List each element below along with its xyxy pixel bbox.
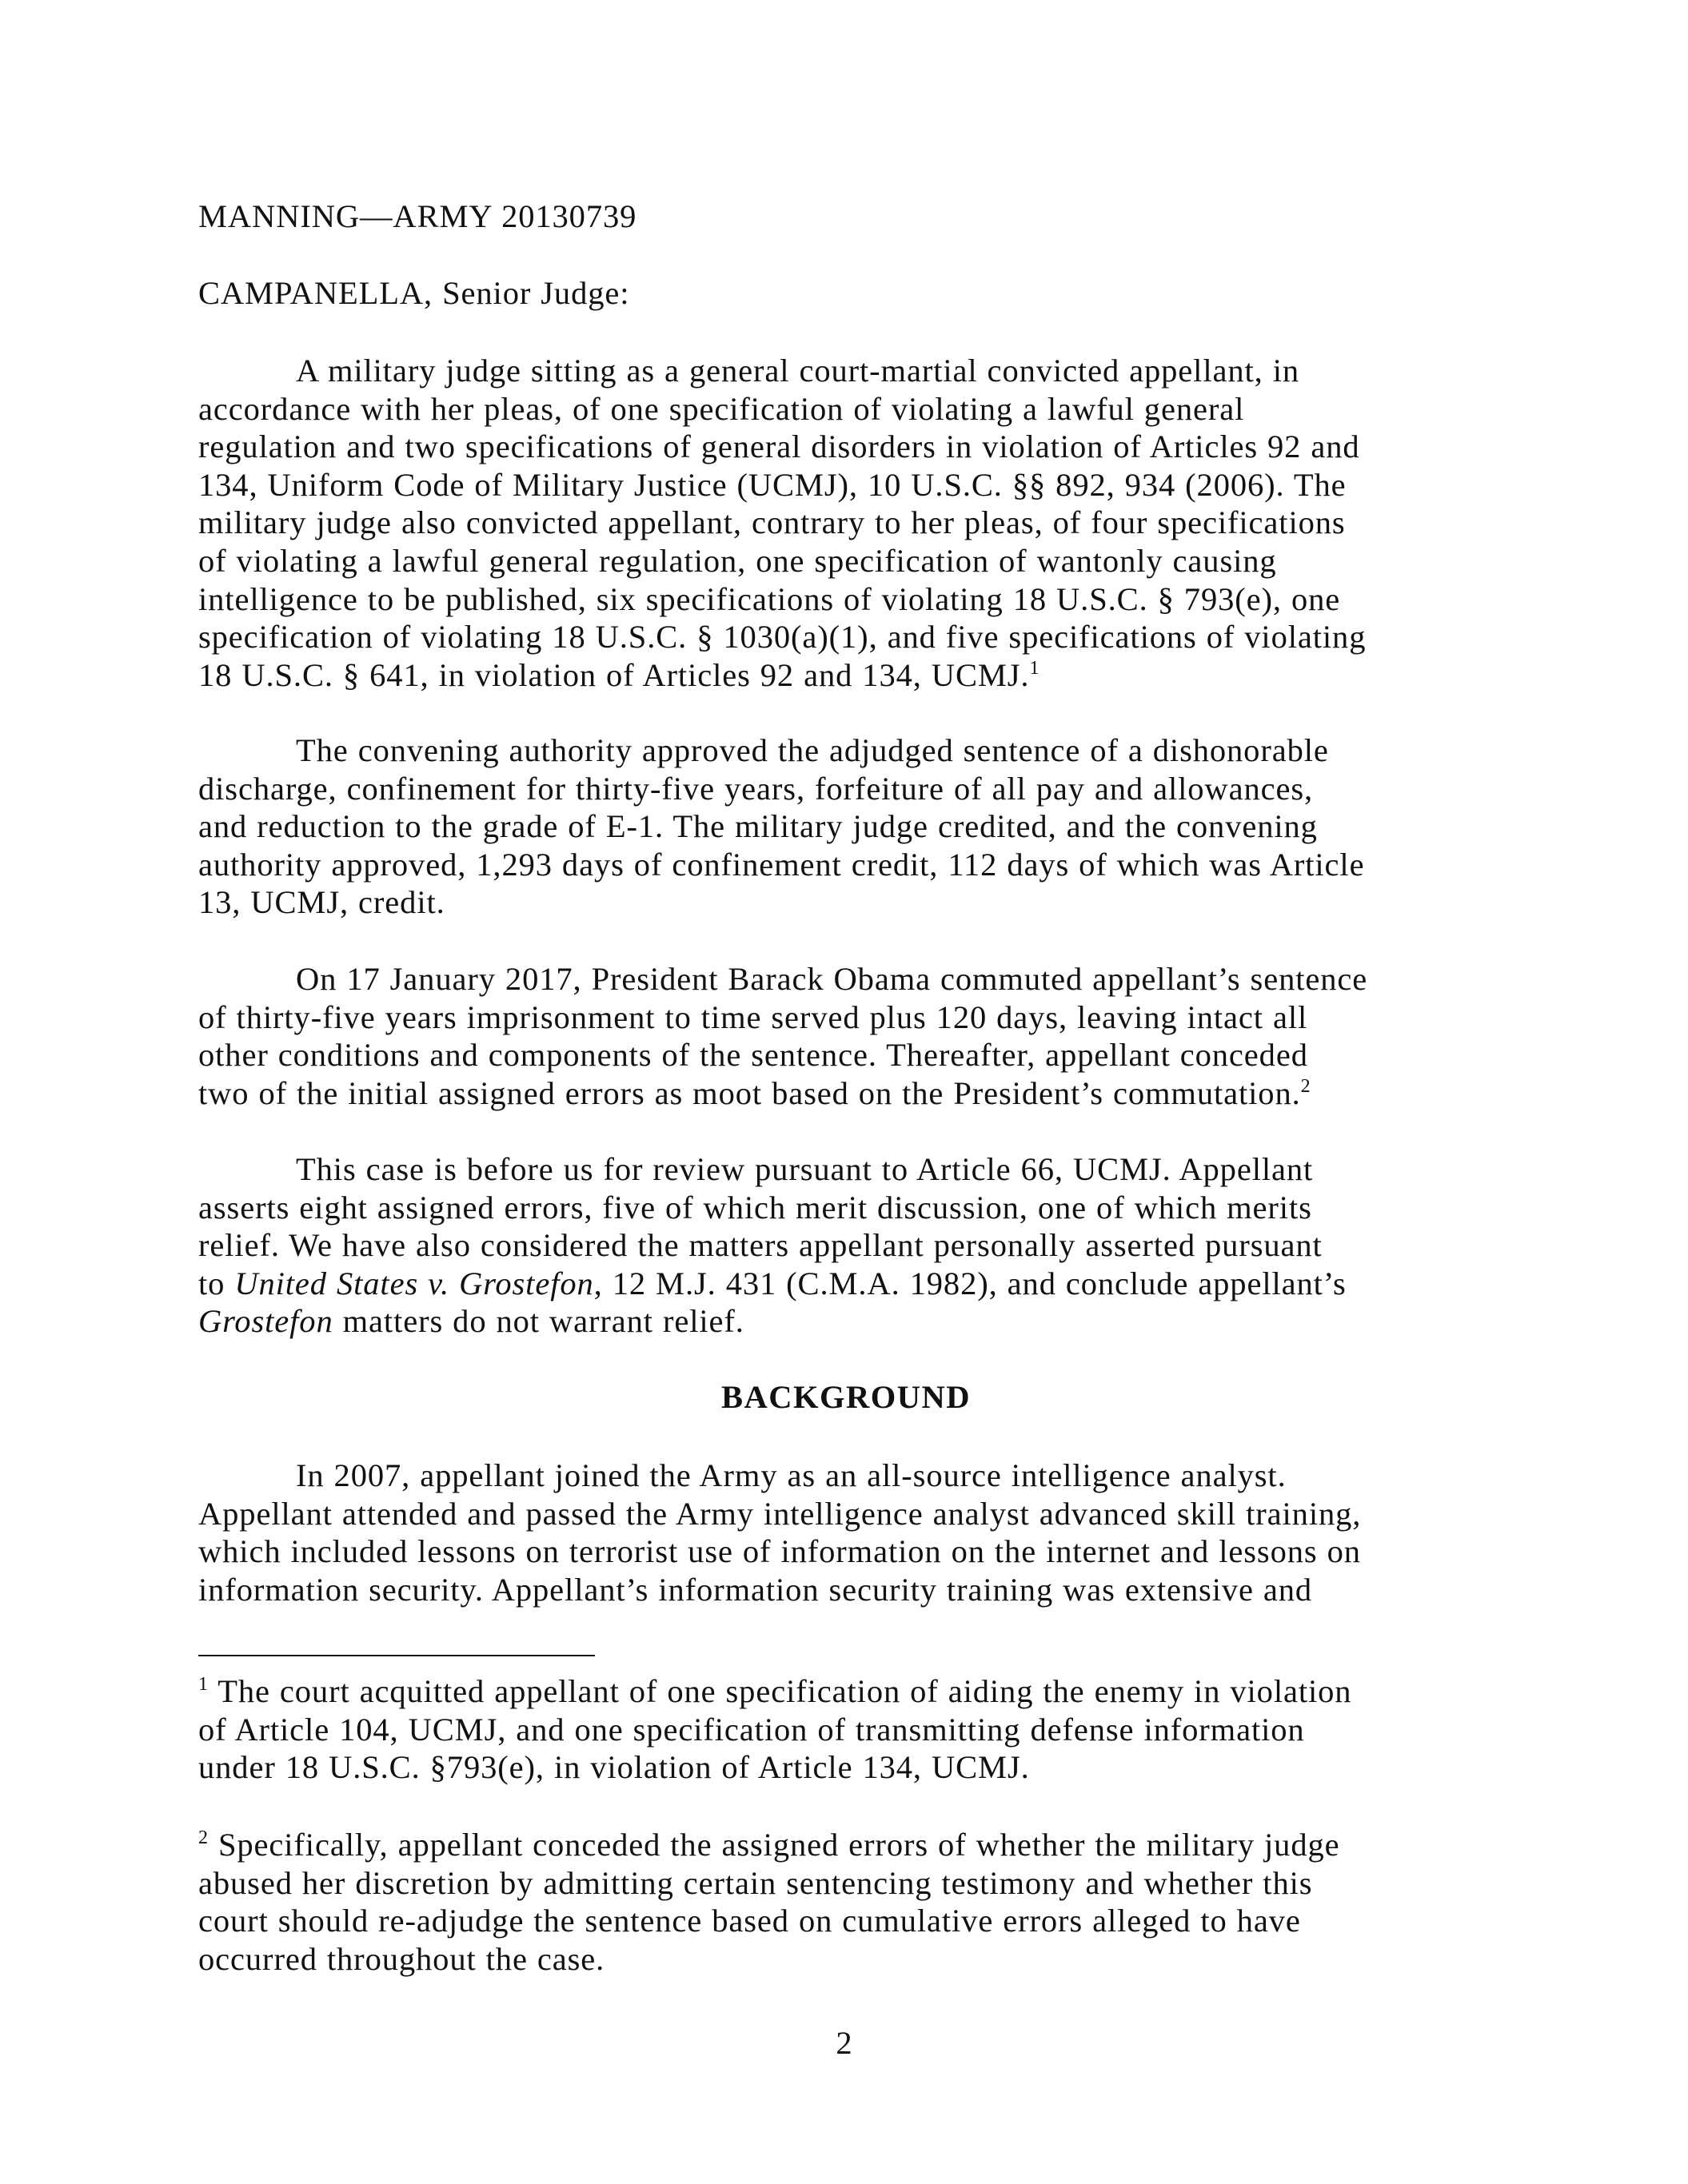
footnote-number: 2 [198, 1827, 209, 1848]
text-line: relief. We have also considered the matters appellant personally asserted pursuant [198, 1227, 1323, 1264]
paragraph-convictions [198, 352, 1494, 694]
text-line: abused her discretion by admitting certain sentencing testimony and whether this [198, 1864, 1313, 1901]
text-segment: matters do not warrant relief. [333, 1303, 744, 1340]
paragraph-commutation [198, 960, 1494, 1112]
text-line: regulation and two specifications of general disorders in violation of Articles 92 and [198, 428, 1360, 465]
footnote-number: 1 [198, 1674, 209, 1695]
page-number: 2 [836, 2025, 852, 2061]
text-line: accordance with her pleas, of one specification of violating a lawful general [198, 390, 1245, 427]
text-line: 134, Uniform Code of Military Justice (UCMJ), 10 U.S.C. §§ 892, 934 (2006). The [198, 466, 1347, 503]
text-line: The court acquitted appellant of one specification of aiding the enemy in violation [217, 1673, 1352, 1709]
text-line: occurred throughout the case. [198, 1940, 605, 1977]
text-line: In 2007, appellant joined the Army as an all-source intelligence analyst. [296, 1457, 1287, 1493]
section-heading-background: BACKGROUND [720, 1379, 971, 1415]
text-line: This case is before us for review pursuant to Article 66, UCMJ. Appellant [296, 1151, 1314, 1187]
text-line: On 17 January 2017, President Barack Obama commuted appellant’s sentence [296, 961, 1368, 997]
paragraph-review [198, 1150, 1494, 1341]
case-citation: United States v. Grostefon [234, 1265, 594, 1301]
text-line: specification of violating 18 U.S.C. § 1030(a)(1), and five specifications of violating [198, 619, 1367, 656]
judge-attribution: CAMPANELLA, Senior Judge: [198, 275, 630, 311]
text-line: military judge also convicted appellant, contrary to her pleas, of four specifications [198, 504, 1346, 541]
case-header: MANNING—ARMY 20130739 [198, 198, 637, 234]
text-line: other conditions and components of the sentence. Thereafter, appellant conceded [198, 1037, 1308, 1074]
footnote-2 [198, 1826, 1494, 1978]
text-line: intelligence to be published, six specifications of violating 18 U.S.C. § 793(e), one [198, 580, 1341, 617]
paragraph-background [198, 1457, 1494, 1608]
text-line: under 18 U.S.C. §793(e), in violation of Article 134, UCMJ. [198, 1749, 1030, 1786]
footnote-reference-2[interactable]: 2 [1300, 1075, 1311, 1097]
text-line: of Article 104, UCMJ, and one specification of transmitting defense information [198, 1711, 1305, 1748]
footnote-1 [198, 1672, 1494, 1787]
text-line: court should re-adjudge the sentence based on cumulative errors alleged to have [198, 1903, 1301, 1939]
text-line: asserts eight assigned errors, five of which merit discussion, one of which merits [198, 1189, 1312, 1226]
text-line: which included lessons on terrorist use of information on the internet and lessons on [198, 1533, 1361, 1570]
text-line: authority approved, 1,293 days of confinement credit, 112 days of which was Article [198, 846, 1365, 883]
text-segment: to [198, 1265, 235, 1301]
text-line: 18 U.S.C. § 641, in violation of Articles 92 and 134, UCMJ. [198, 656, 1030, 693]
paragraph-sentence [198, 731, 1494, 922]
text-segment: , 12 M.J. 431 (C.M.A. 1982), and conclude appellant’s [593, 1265, 1347, 1301]
text-line: information security. Appellant’s information security training was extensive and [198, 1571, 1313, 1608]
footnote-reference-1[interactable]: 1 [1029, 657, 1040, 679]
text-line: discharge, confinement for thirty-five years, forfeiture of all pay and allowances, [198, 770, 1314, 807]
footnote-separator [198, 1655, 595, 1656]
text-line: and reduction to the grade of E-1. The military judge credited, and the convening [198, 808, 1318, 845]
text-line: The convening authority approved the adjudged sentence of a dishonorable [296, 732, 1329, 768]
text-line: two of the initial assigned errors as moot based on the President’s commutation. [198, 1074, 1301, 1111]
text-line: of thirty-five years imprisonment to time served plus 120 days, leaving intact all [198, 998, 1308, 1035]
text-line: of violating a lawful general regulation, one specification of wantonly causing [198, 542, 1277, 579]
text-line: Appellant attended and passed the Army intelligence analyst advanced skill training, [198, 1495, 1362, 1532]
text-line: Specifically, appellant conceded the assigned errors of whether the military judge [217, 1827, 1340, 1863]
text-line: 13, UCMJ, credit. [198, 884, 445, 921]
text-line: A military judge sitting as a general court-martial convicted appellant, in [296, 353, 1300, 389]
case-citation-short: Grostefon [198, 1303, 333, 1340]
